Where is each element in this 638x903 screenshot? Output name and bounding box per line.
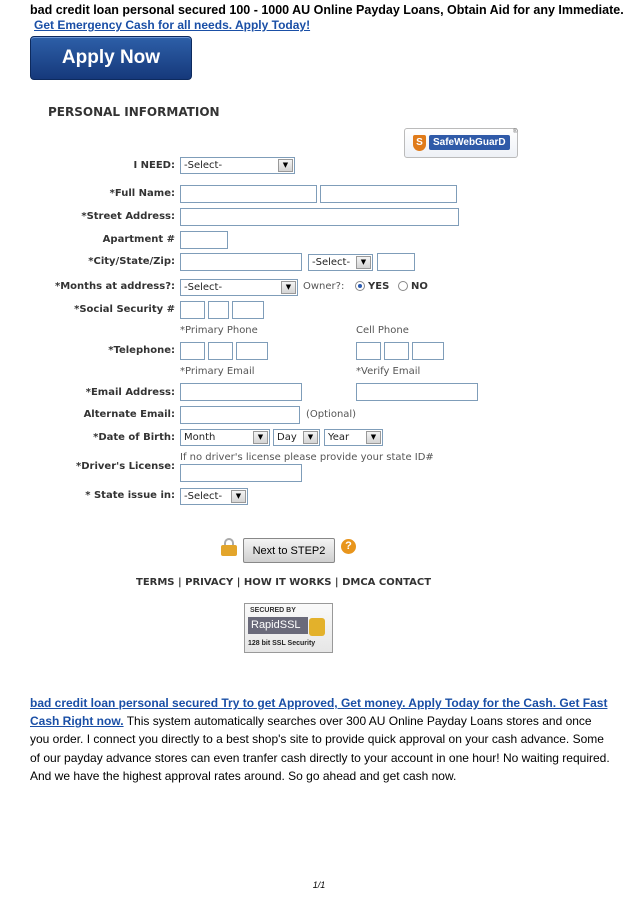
need-select[interactable] (180, 157, 295, 174)
zip-input[interactable] (377, 253, 415, 271)
safewebguard-badge (404, 128, 518, 158)
need-select-value: -Select- (184, 160, 223, 171)
apartment-label: Apartment # (102, 234, 175, 245)
ssl-secured-by: SECURED BY (250, 607, 296, 614)
cell-area-input[interactable] (356, 342, 381, 360)
rapidssl-badge (244, 603, 333, 653)
verify-email-hint: *Verify Email (356, 366, 421, 377)
primary-email-hint: *Primary Email (180, 366, 255, 377)
state-issue-select[interactable] (180, 488, 248, 505)
dob-label: *Date of Birth: (93, 432, 175, 443)
registered-mark: ® (513, 129, 518, 135)
optional-hint: (Optional) (306, 409, 357, 420)
street-input[interactable] (180, 208, 459, 226)
months-select-value: -Select- (184, 282, 223, 293)
dropdown-arrow-icon: ▼ (281, 281, 296, 294)
shield-icon: S (413, 135, 426, 151)
dropdown-arrow-icon: ▼ (278, 159, 293, 172)
dob-year-select[interactable] (324, 429, 383, 446)
body-text (30, 694, 610, 785)
email-label: *Email Address: (85, 387, 175, 398)
street-label: *Street Address: (81, 211, 175, 222)
dob-year-value: Year (328, 432, 350, 443)
ssn-label: *Social Security # (74, 304, 175, 315)
cell-line-input[interactable] (412, 342, 444, 360)
dob-day-value: Day (277, 432, 297, 443)
ssl-strength: 128 bit SSL Security (248, 640, 316, 647)
page-title: bad credit loan personal secured 100 - 1000 AU Online Payday Loans, Obtain Aid for any Immediate. (30, 3, 624, 17)
footer-links[interactable]: TERMS | PRIVACY | HOW IT WORKS | DMCA CONTACT (136, 577, 432, 588)
badge-label: SafeWebGuarD (429, 135, 510, 150)
telephone-label: *Telephone: (108, 345, 175, 356)
dob-day-select[interactable] (273, 429, 320, 446)
dropdown-arrow-icon: ▼ (253, 431, 268, 444)
owner-no-radio[interactable] (398, 281, 408, 291)
dropdown-arrow-icon: ▼ (303, 431, 318, 444)
phone-area-input[interactable] (180, 342, 205, 360)
dropdown-arrow-icon: ▼ (231, 490, 246, 503)
ssn-part1-input[interactable] (180, 301, 205, 319)
phone-line-input[interactable] (236, 342, 268, 360)
primary-phone-hint: *Primary Phone (180, 325, 258, 336)
city-state-zip-label: *City/State/Zip: (88, 256, 175, 267)
dropdown-arrow-icon: ▼ (366, 431, 381, 444)
next-step-button[interactable]: Next to STEP2 (243, 538, 335, 563)
state-select[interactable] (308, 254, 373, 271)
cash-now-link[interactable]: bad credit loan personal secured Try to get Approved, Get money. Apply Today for the Cash. Get Fast Cash Right now. (30, 696, 608, 729)
dob-month-select[interactable] (180, 429, 270, 446)
city-input[interactable] (180, 253, 302, 271)
owner-no-label: NO (411, 281, 428, 292)
months-label: *Months at address?: (55, 281, 175, 292)
ssl-brand: RapidSSL (248, 617, 308, 634)
ssn-part3-input[interactable] (232, 301, 264, 319)
alt-email-label: Alternate Email: (83, 409, 175, 420)
emergency-cash-link[interactable]: Get Emergency Cash for all needs. Apply Today! (34, 18, 311, 32)
license-hint: If no driver's license please provide your state ID# (180, 452, 434, 463)
apply-now-button[interactable]: Apply Now (30, 36, 192, 80)
verify-email-input[interactable] (356, 383, 478, 401)
help-icon[interactable]: ? (341, 539, 356, 554)
lock-icon (221, 538, 237, 556)
page-number: 1/1 (312, 880, 326, 890)
owner-yes-radio[interactable] (355, 281, 365, 291)
padlock-icon (309, 618, 325, 636)
state-issue-label: * State issue in: (85, 490, 175, 501)
full-name-label: *Full Name: (109, 188, 175, 199)
alt-email-input[interactable] (180, 406, 300, 424)
apartment-input[interactable] (180, 231, 228, 249)
last-name-input[interactable] (320, 185, 457, 203)
state-issue-value: -Select- (184, 491, 223, 502)
first-name-input[interactable] (180, 185, 317, 203)
body-paragraph: This system automatically searches over 300 AU Online Payday Loans stores and once you order. I connect you directly to a best shop's site to provide quick approval on your cash advance. Some of our payday advance stores can even tranfer cash directly to your account in one hour! No waiting required. And we have the highest approval rates around. So go ahead and get cash now. (30, 714, 610, 783)
need-label: I NEED: (133, 160, 175, 171)
email-input[interactable] (180, 383, 302, 401)
owner-label: Owner?: (303, 281, 345, 292)
cell-prefix-input[interactable] (384, 342, 409, 360)
phone-prefix-input[interactable] (208, 342, 233, 360)
cell-phone-hint: Cell Phone (356, 325, 409, 336)
license-input[interactable] (180, 464, 302, 482)
license-label: *Driver's License: (76, 461, 175, 472)
owner-yes-label: YES (368, 281, 390, 292)
ssn-part2-input[interactable] (208, 301, 229, 319)
state-select-value: -Select- (312, 257, 351, 268)
section-title: PERSONAL INFORMATION (48, 105, 220, 119)
dropdown-arrow-icon: ▼ (356, 256, 371, 269)
months-select[interactable] (180, 279, 298, 296)
dob-month-value: Month (184, 432, 216, 443)
